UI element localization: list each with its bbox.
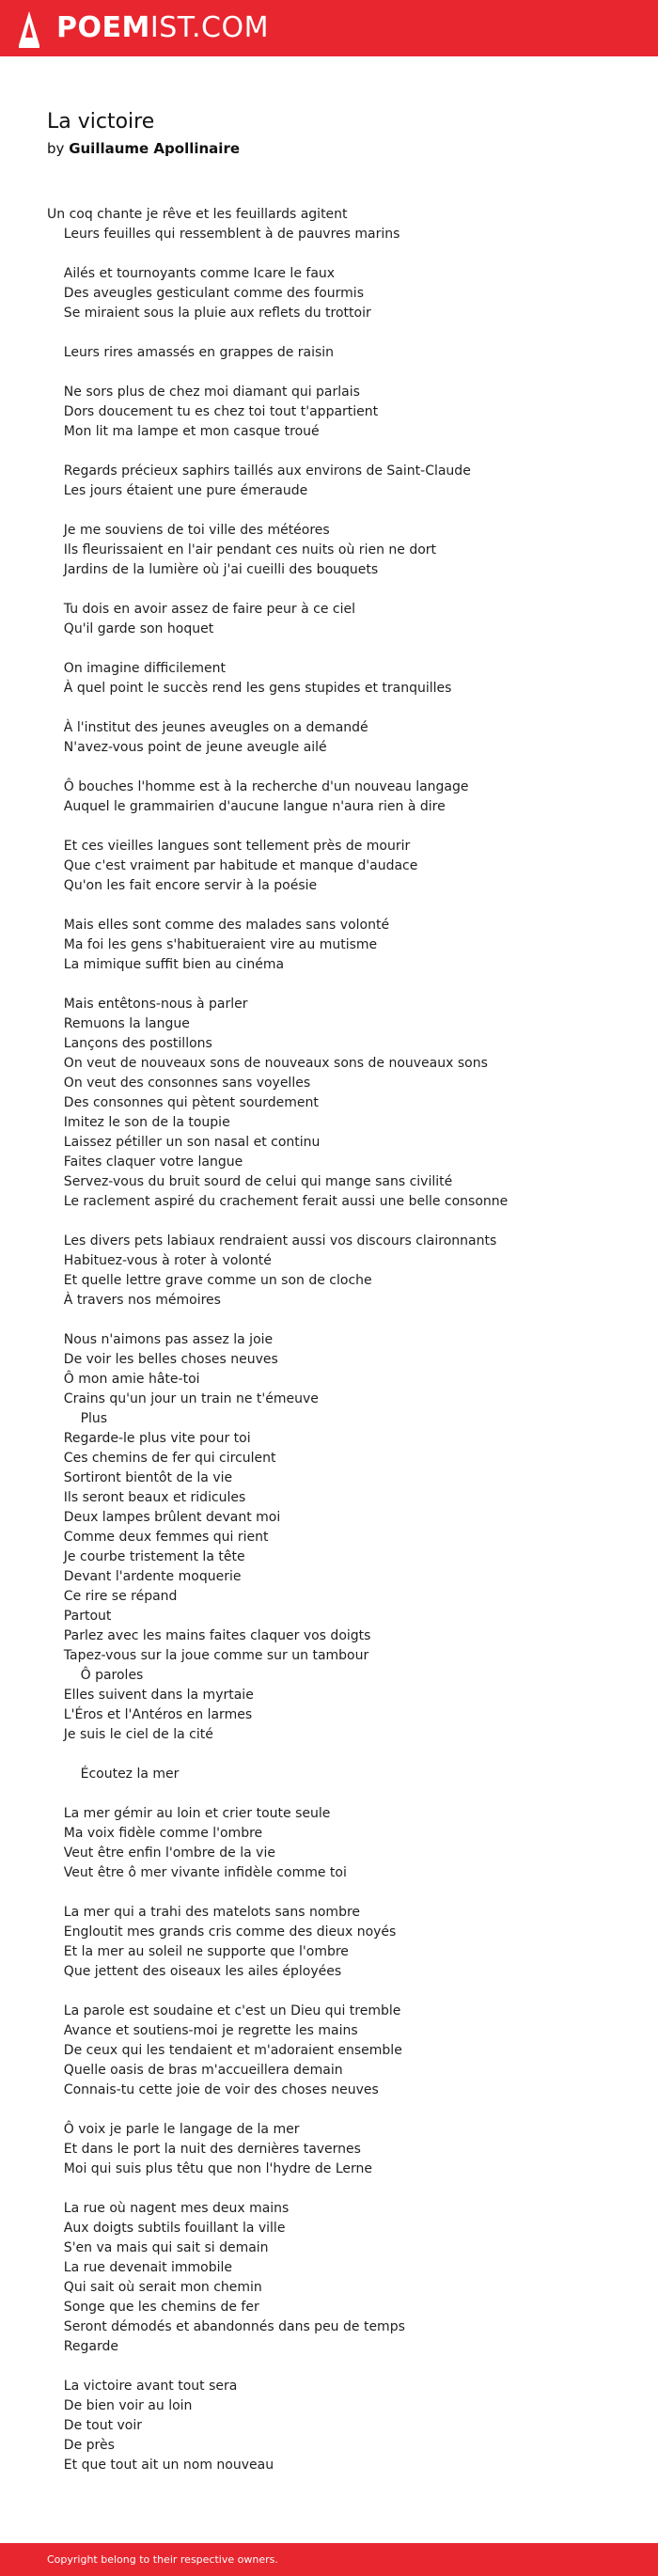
poem-line: À quel point le succès rend les gens stupides et tranquilles bbox=[47, 681, 452, 696]
poem-line: Ils seront beaux et ridicules bbox=[47, 1490, 246, 1505]
author-name[interactable]: Guillaume Apollinaire bbox=[69, 140, 241, 157]
poem-body bbox=[47, 205, 630, 2475]
poem-line: Je courbe tristement la tête bbox=[47, 1549, 245, 1564]
poem-line: Regards précieux saphirs taillés aux environs de Saint-Claude bbox=[47, 463, 471, 479]
poem-line: Imitez le son de la toupie bbox=[47, 1115, 230, 1130]
poem-line: Et ces vieilles langues sont tellement près de mourir bbox=[47, 839, 411, 854]
stanza-gap bbox=[47, 442, 630, 462]
poem-line: Que c'est vraiment par habitude et manque d'audace bbox=[47, 858, 418, 873]
poem-line: Connais-tu cette joie de voir des choses neuves bbox=[47, 2082, 379, 2097]
poem-line: Ce rire se répand bbox=[47, 1589, 178, 1604]
poem-line: Laissez pétiller un son nasal et continu bbox=[47, 1135, 321, 1150]
poem-line: La mer qui a trahi des matelots sans nombre bbox=[47, 1905, 361, 1920]
poem-line: Avance et soutiens-moi je regrette les mains bbox=[47, 2023, 358, 2038]
poem-line: Veut être enfin l'ombre de la vie bbox=[47, 1846, 275, 1861]
poem-line: Ailés et tournoyants comme Icare le faux bbox=[47, 266, 336, 281]
poem-line: Ô voix je parle le langage de la mer bbox=[47, 2122, 300, 2137]
poem-line: Les jours étaient une pure émeraude bbox=[47, 483, 308, 498]
poem-line: À l'institut des jeunes aveugles on a demandé bbox=[47, 720, 368, 735]
poem-line: N'avez-vous point de jeune aveugle ailé bbox=[47, 740, 327, 755]
stanza-gap bbox=[47, 699, 630, 718]
poem-line: Aux doigts subtils fouillant la ville bbox=[47, 2221, 286, 2236]
poem-line: Nous n'aimons pas assez la joie bbox=[47, 1332, 274, 1347]
poem-line: On veut de nouveaux sons de nouveaux sons de nouveaux sons bbox=[47, 1056, 488, 1071]
poem-line: Quelle oasis de bras m'accueillera demain bbox=[47, 2063, 343, 2078]
stanza-gap bbox=[47, 1212, 630, 1232]
poem-line: On imagine difficilement bbox=[47, 661, 226, 676]
poem-line: De ceux qui les tendaient et m'adoraient ensemble bbox=[47, 2043, 402, 2058]
stanza-gap bbox=[47, 323, 630, 343]
poem-line: Leurs feuilles qui ressemblent à de pauvres marins bbox=[47, 227, 400, 242]
site-logo[interactable] bbox=[56, 12, 269, 44]
poem-line: Partout bbox=[47, 1609, 112, 1624]
poem-line: Veut être ô mer vivante infidèle comme toi bbox=[47, 1865, 347, 1880]
poem-line: Ma voix fidèle comme l'ombre bbox=[47, 1826, 263, 1841]
poem-line: Des aveugles gesticulant comme des fourmis bbox=[47, 286, 364, 301]
poem-line: Ne sors plus de chez moi diamant qui parlais bbox=[47, 385, 360, 400]
stanza-gap bbox=[47, 1784, 630, 1804]
poem-line: Seront démodés et abandonnés dans peu de temps bbox=[47, 2319, 405, 2334]
poem-line: S'en va mais qui sait si demain bbox=[47, 2240, 269, 2255]
poem-byline bbox=[47, 139, 240, 158]
poem-line: Mais entêtons-nous à parler bbox=[47, 997, 248, 1012]
poem-line: Engloutit mes grands cris comme des dieux noyés bbox=[47, 1924, 397, 1940]
poem-line: Faites claquer votre langue bbox=[47, 1154, 243, 1170]
poem-line: Et que tout ait un nom nouveau bbox=[47, 2458, 274, 2473]
poem-line: On veut des consonnes sans voyelles bbox=[47, 1076, 311, 1091]
poem-line: Se miraient sous la pluie aux reflets du trottoir bbox=[47, 306, 371, 321]
poem-line: Comme deux femmes qui rient bbox=[47, 1530, 269, 1545]
site-footer bbox=[0, 2543, 658, 2576]
poem-line: Ô paroles bbox=[47, 1668, 144, 1683]
poem-line: À travers nos mémoires bbox=[47, 1293, 221, 1308]
poem-line: Les divers pets labiaux rendraient aussi vos discours claironnants bbox=[47, 1233, 497, 1249]
poem-line: L'Éros et l'Antéros en larmes bbox=[47, 1707, 253, 1722]
stanza-gap bbox=[47, 2357, 630, 2377]
poem-line: Je me souviens de toi ville des météores bbox=[47, 523, 330, 538]
quill-logo-icon[interactable] bbox=[15, 9, 43, 49]
poem-line: Moi qui suis plus têtu que non l'hydre de Lerne bbox=[47, 2161, 372, 2176]
stanza-gap bbox=[47, 580, 630, 600]
poem-line: Elles suivent dans la myrtaie bbox=[47, 1688, 254, 1703]
poem-line: Regarde bbox=[47, 2339, 118, 2354]
poem-line: Ô mon amie hâte-toi bbox=[47, 1372, 200, 1387]
poem-line: De tout voir bbox=[47, 2418, 143, 2433]
poem-line: De bien voir au loin bbox=[47, 2398, 193, 2413]
stanza-gap bbox=[47, 1311, 630, 1330]
poem-line: Ces chemins de fer qui circulent bbox=[47, 1451, 276, 1466]
poem-line: Le raclement aspiré du crachement ferait aussi une belle consonne bbox=[47, 1194, 509, 1209]
poem-line: Tapez-vous sur la joue comme sur un tambour bbox=[47, 1648, 369, 1663]
logo-light-text: IST.COM bbox=[149, 11, 269, 44]
poem-line: Sortiront bientôt de la vie bbox=[47, 1470, 233, 1485]
poem-line: Songe que les chemins de fer bbox=[47, 2300, 259, 2315]
poem-line: Et quelle lettre grave comme un son de cloche bbox=[47, 1273, 372, 1288]
poem-line: Dors doucement tu es chez toi tout t'appartient bbox=[47, 404, 379, 419]
poem-line: La mimique suffit bien au cinéma bbox=[47, 957, 285, 972]
poem-line: Devant l'ardente moquerie bbox=[47, 1569, 242, 1584]
poem-line: Ô bouches l'homme est à la recherche d'un nouveau langage bbox=[47, 779, 469, 794]
poem-line: Remuons la langue bbox=[47, 1016, 190, 1031]
by-label: by bbox=[47, 140, 65, 157]
stanza-gap bbox=[47, 1745, 630, 1765]
poem-line: Qu'il garde son hoquet bbox=[47, 621, 214, 636]
logo-bold-text: POEM bbox=[56, 11, 150, 44]
stanza-gap bbox=[47, 758, 630, 778]
poem-line: Que jettent des oiseaux les ailes éployées bbox=[47, 1964, 342, 1979]
stanza-gap bbox=[47, 1883, 630, 1903]
poem-line: Auquel le grammairien d'aucune langue n'aura rien à dire bbox=[47, 799, 446, 814]
poem-line: De près bbox=[47, 2438, 115, 2453]
poem-line: De voir les belles choses neuves bbox=[47, 1352, 278, 1367]
stanza-gap bbox=[47, 2100, 630, 2120]
poem-line: La rue où nagent mes deux mains bbox=[47, 2201, 290, 2216]
poem-line: Et dans le port la nuit des dernières tavernes bbox=[47, 2142, 361, 2157]
stanza-gap bbox=[47, 639, 630, 659]
poem-line: La rue devenait immobile bbox=[47, 2260, 233, 2275]
poem-line: Ils fleurissaient en l'air pendant ces nuits où rien ne dort bbox=[47, 542, 437, 558]
poem-line: Regarde-le plus vite pour toi bbox=[47, 1431, 251, 1446]
poem-line: Ma foi les gens s'habitueraient vire au mutisme bbox=[47, 937, 378, 952]
poem-title: La victoire bbox=[47, 110, 155, 134]
stanza-gap bbox=[47, 2179, 630, 2199]
poem-line: La mer gémir au loin et crier toute seule bbox=[47, 1806, 331, 1821]
copyright-notice: Copyright belong to their respective owners. bbox=[47, 2553, 278, 2566]
poem-line: Habituez-vous à roter à volonté bbox=[47, 1253, 272, 1268]
poem-line: Leurs rires amassés en grappes de raisin bbox=[47, 345, 335, 360]
stanza-gap bbox=[47, 817, 630, 837]
poem-line: Mais elles sont comme des malades sans volonté bbox=[47, 918, 390, 933]
poem-line: Qui sait où serait mon chemin bbox=[47, 2280, 262, 2295]
poem-line: La parole est soudaine et c'est un Dieu qui tremble bbox=[47, 2003, 401, 2018]
poem-line: Jardins de la lumière où j'ai cueilli des bouquets bbox=[47, 562, 379, 577]
poem-line: Plus bbox=[47, 1411, 108, 1426]
poem-line: Parlez avec les mains faites claquer vos doigts bbox=[47, 1628, 371, 1643]
poem-line: La victoire avant tout sera bbox=[47, 2379, 238, 2394]
stanza-gap bbox=[47, 363, 630, 383]
stanza-gap bbox=[47, 501, 630, 521]
stanza-gap bbox=[47, 896, 630, 916]
stanza-gap bbox=[47, 975, 630, 995]
poem-line: Écoutez la mer bbox=[47, 1767, 180, 1782]
stanza-gap bbox=[47, 244, 630, 264]
poem-line: Des consonnes qui pètent sourdement bbox=[47, 1095, 319, 1110]
poem-line: Je suis le ciel de la cité bbox=[47, 1727, 213, 1742]
poem-line: Et la mer au soleil ne supporte que l'ombre bbox=[47, 1944, 349, 1959]
poem-line: Qu'on les fait encore servir à la poésie bbox=[47, 878, 318, 893]
stanza-gap bbox=[47, 1982, 630, 2002]
poem-line: Deux lampes brûlent devant moi bbox=[47, 1510, 281, 1525]
poem-line: Crains qu'un jour un train ne t'émeuve bbox=[47, 1391, 319, 1406]
poem-line: Tu dois en avoir assez de faire peur à ce ciel bbox=[47, 602, 355, 617]
poem-line: Servez-vous du bruit sourd de celui qui mange sans civilité bbox=[47, 1174, 453, 1189]
site-header bbox=[0, 0, 658, 56]
poem-line: Mon lit ma lampe et mon casque troué bbox=[47, 424, 320, 439]
poem-line: Un coq chante je rêve et les feuillards agitent bbox=[47, 207, 348, 222]
poem-line: Lançons des postillons bbox=[47, 1036, 212, 1051]
